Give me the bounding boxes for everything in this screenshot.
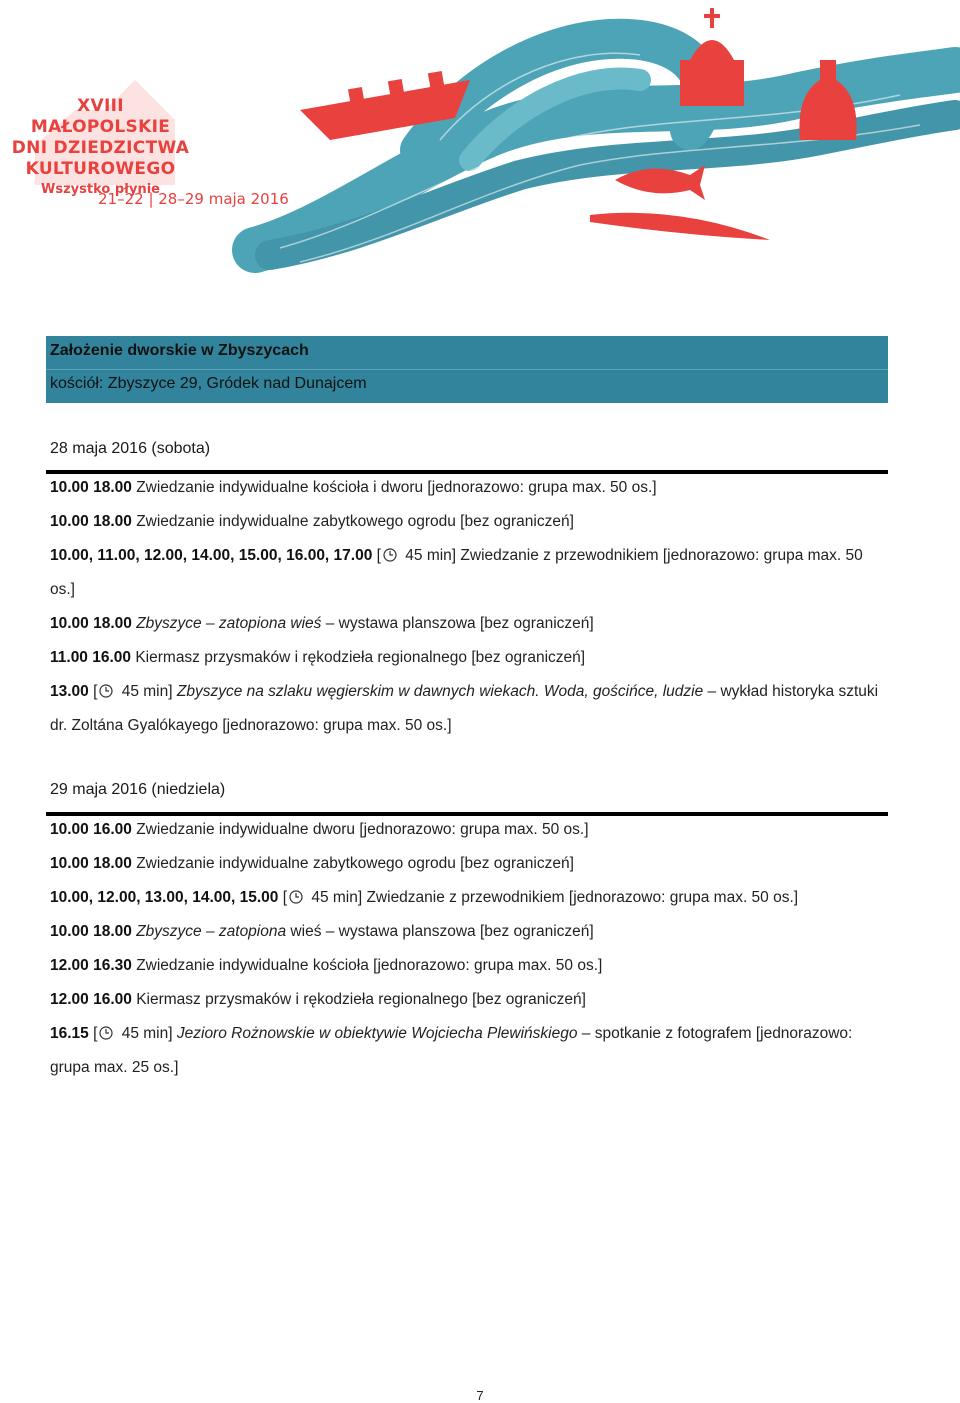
event-text: wieś – wystawa planszowa [bez ograniczeń] <box>286 923 594 940</box>
page-number: 7 <box>476 1388 484 1403</box>
logo-title-line-3: KULTUROWEGO <box>25 159 176 179</box>
event-time: 12.00 16.30 <box>50 957 132 974</box>
event-item <box>50 949 890 983</box>
event-time: 10.00 16.00 <box>50 821 132 838</box>
event-text: 45 min] Zwiedzanie z przewodnikiem [jednorazowo: grupa max. 50 os.] <box>50 547 863 598</box>
event-time: 13.00 <box>50 683 89 700</box>
event-text: Zwiedzanie indywidualne dworu [jednorazowo: grupa max. 50 os.] <box>131 821 589 838</box>
event-time: 10.00, 12.00, 13.00, 14.00, 15.00 <box>50 889 279 906</box>
event-item <box>50 983 890 1017</box>
event-item <box>50 607 890 641</box>
venue-divider <box>46 369 888 370</box>
clock-icon <box>289 890 303 904</box>
event-item <box>50 847 890 881</box>
event-text: Zwiedzanie indywidualne kościoła i dworu [jednorazowo: grupa max. 50 os.] <box>131 479 657 496</box>
festival-header <box>0 0 960 300</box>
logo-title-line-1: XVIII MAŁOPOLSKIE <box>30 96 171 137</box>
event-time: 12.00 16.00 <box>50 991 132 1008</box>
event-text: Zwiedzanie indywidualne zabytkowego ogrodu [bez ograniczeń] <box>131 855 574 872</box>
event-item: 16.15 [ 45 min] Jezioro Rożnowskie w obiektywie Wojciecha Plewińskiego – spotkanie z fotografem [jednorazowo: grupa max. 25 os.] <box>50 1025 853 1076</box>
event-item: 13.00 [ 45 min] Zbyszyce na szlaku węgierskim w dawnych wiekach. Woda, gościńce, ludzie – wykład historyka sztuki dr. Zoltána Gyalókayego [jednorazowo: grupa max. 50 os.] <box>50 683 879 734</box>
event-time: 11.00 16.00 <box>50 649 132 666</box>
event-item <box>50 641 890 675</box>
clock-icon <box>99 684 113 698</box>
day-heading-sunday: 29 maja 2016 (niedziela) <box>50 781 226 798</box>
event-text: – wykład historyka sztuki dr. Zoltána Gyalókayego [jednorazowo: grupa max. 50 os.] <box>50 683 879 734</box>
venue-address: kościół: Zbyszyce 29, Gródek nad Dunajcem <box>50 375 367 392</box>
event-title-italic: Zbyszyce na szlaku węgierskim w dawnych wiekach. Woda, gościńce, ludzie <box>176 683 704 700</box>
event-item: 10.00, 12.00, 13.00, 14.00, 15.00 [ 45 min] Zwiedzanie z przewodnikiem [jednorazowo: grupa max. 50 os.] <box>50 889 799 906</box>
event-time: 10.00 18.00 <box>50 513 132 530</box>
festival-logo <box>8 96 193 199</box>
event-text: – wystawa planszowa [bez ograniczeń] <box>321 615 594 632</box>
event-text: – spotkanie z fotografem [jednorazowo: grupa max. 25 os.] <box>50 1025 853 1076</box>
event-text: 45 min] Zwiedzanie z przewodnikiem [jednorazowo: grupa max. 50 os.] <box>307 889 799 906</box>
venue-title: Założenie dworskie w Zbyszycach <box>50 342 309 359</box>
event-title-italic: Jezioro Rożnowskie w obiektywie Wojciecha Plewińskiego <box>176 1025 578 1042</box>
event-time: 10.00 18.00 <box>50 615 132 632</box>
event-time: 16.15 <box>50 1025 89 1042</box>
event-item <box>50 471 890 505</box>
event-time: 10.00 18.00 <box>50 479 132 496</box>
event-time: 10.00 18.00 <box>50 923 132 940</box>
event-text: Zwiedzanie indywidualne zabytkowego ogrodu [bez ograniczeń] <box>131 513 574 530</box>
event-item <box>50 505 890 539</box>
event-item <box>50 813 890 847</box>
venue-header <box>46 336 888 403</box>
event-time: 10.00, 11.00, 12.00, 14.00, 15.00, 16.00, 17.00 <box>50 547 373 564</box>
event-text: Zwiedzanie indywidualne kościoła [jednorazowo: grupa max. 50 os.] <box>131 957 603 974</box>
event-time: 10.00 18.00 <box>50 855 132 872</box>
day-heading-saturday: 28 maja 2016 (sobota) <box>50 440 211 457</box>
clock-icon <box>383 548 397 562</box>
event-text: Kiermasz przysmaków i rękodzieła regionalnego [bez ograniczeń] <box>131 649 586 666</box>
event-item <box>50 915 890 949</box>
event-title-italic: Zbyszyce – zatopiona wieś <box>131 615 322 632</box>
logo-subtitle: Wszystko płynie <box>41 182 160 197</box>
event-title-italic: Zbyszyce – zatopiona <box>131 923 287 940</box>
event-text: Kiermasz przysmaków i rękodzieła regionalnego [bez ograniczeń] <box>131 991 586 1008</box>
clock-icon <box>99 1026 113 1040</box>
event-item: 10.00, 11.00, 12.00, 14.00, 15.00, 16.00, 17.00 [ 45 min] Zwiedzanie z przewodnikiem [jednorazowo: grupa max. 50 os.] <box>50 547 863 598</box>
festival-dates: 21–22 | 28–29 maja 2016 <box>98 190 289 208</box>
logo-title-line-2: DNI DZIEDZICTWA <box>11 138 190 158</box>
